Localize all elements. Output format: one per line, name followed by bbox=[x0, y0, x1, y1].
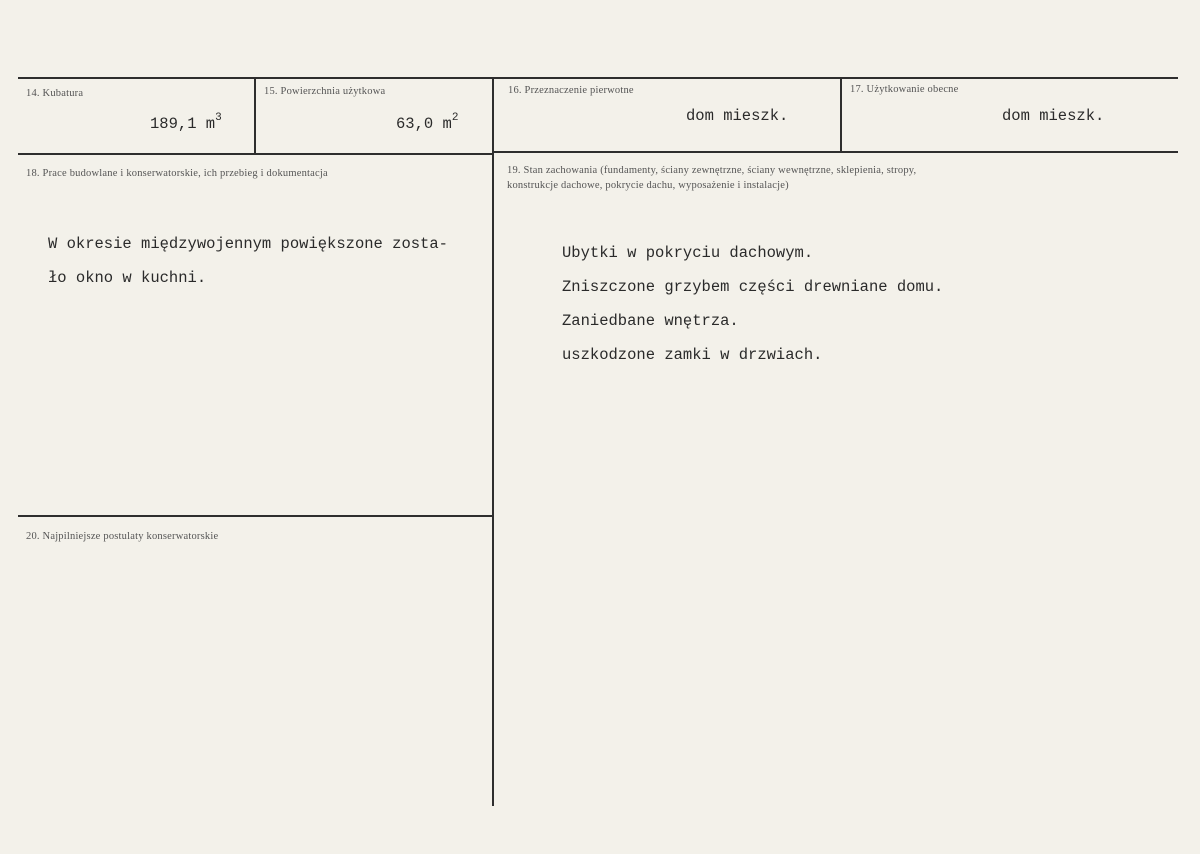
field-14-label: 14. Kubatura bbox=[26, 88, 84, 99]
field-14-value bbox=[150, 114, 222, 133]
main-vertical-divider bbox=[492, 154, 494, 806]
field-18-text bbox=[48, 219, 448, 304]
field-15-value bbox=[396, 114, 458, 133]
field-17-label: 17. Użytkowanie obecne bbox=[850, 84, 959, 95]
field-19-line: uszkodzone zamki w drzwiach. bbox=[562, 346, 823, 364]
field-17-value: dom mieszk. bbox=[1002, 107, 1105, 125]
field-19-label bbox=[507, 163, 916, 193]
section-18-bottom-rule bbox=[18, 515, 492, 517]
field-16-value: dom mieszk. bbox=[686, 107, 789, 125]
field-19-label-line: konstrukcje dachowe, pokrycie dachu, wyposażenie i instalacje) bbox=[507, 180, 789, 191]
field-19-line: Zaniedbane wnętrza. bbox=[562, 312, 739, 330]
field-19-line: Zniszczone grzybem części drewniane domu. bbox=[562, 278, 944, 296]
divider-16-17 bbox=[840, 78, 842, 152]
top-rule bbox=[18, 77, 1178, 79]
field-19-line: Ubytki w pokryciu dachowym. bbox=[562, 244, 814, 262]
field-14-number: 189,1 m bbox=[150, 115, 216, 134]
field-20-label: 20. Najpilniejsze postulaty konserwatorskie bbox=[26, 531, 219, 542]
field-19-text bbox=[562, 228, 943, 381]
field-18-line: W okresie międzywojennym powiększone zosta- bbox=[48, 235, 448, 253]
field-14-unit-power: 3 bbox=[215, 112, 222, 124]
field-16-label: 16. Przeznaczenie pierwotne bbox=[508, 85, 634, 96]
field-18-label: 18. Prace budowlane i konserwatorskie, ich przebieg i dokumentacja bbox=[26, 168, 328, 179]
field-19-label-line: 19. Stan zachowania (fundamenty, ściany zewnętrzne, ściany wewnętrzne, sklepienia, stropy, bbox=[507, 165, 917, 176]
field-18-line: ło okno w kuchni. bbox=[48, 269, 207, 287]
field-15-unit-power: 2 bbox=[451, 112, 459, 124]
divider-14-15 bbox=[254, 78, 256, 154]
field-15-label: 15. Powierzchnia użytkowa bbox=[264, 86, 386, 97]
field-15-number: 63,0 m bbox=[396, 115, 452, 134]
row1-bottom-rule-right bbox=[492, 151, 1178, 153]
divider-15-16 bbox=[492, 78, 494, 154]
